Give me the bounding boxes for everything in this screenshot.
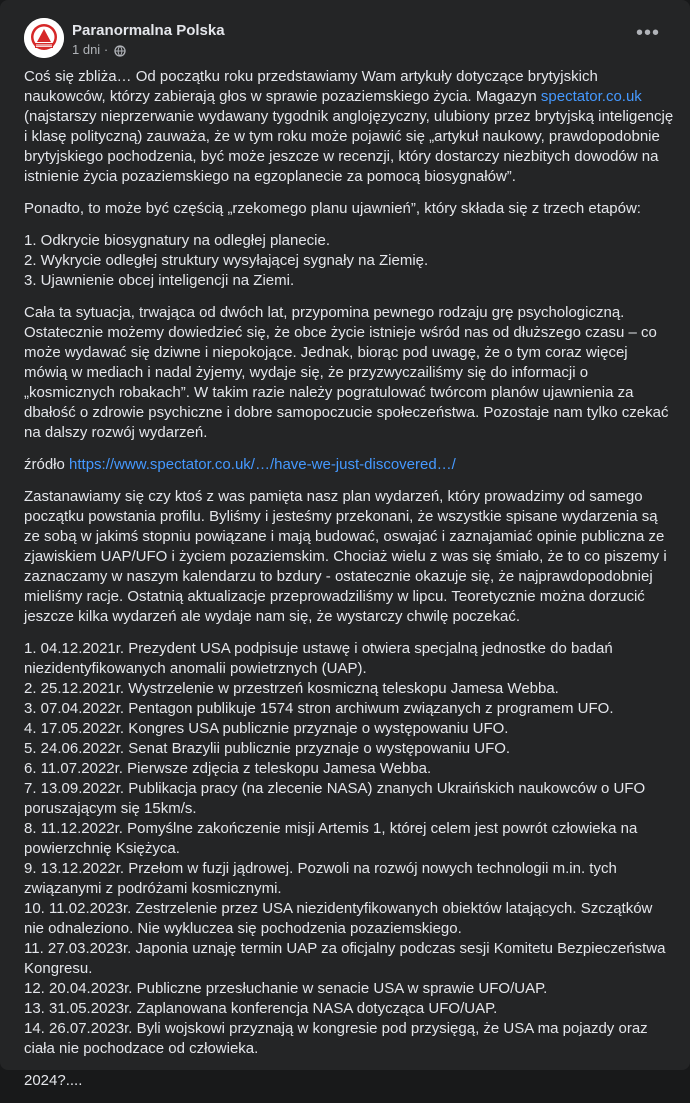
list-item: 4. 17.05.2022r. Kongres USA publicznie przyznaje o występowaniu UFO. <box>24 720 509 737</box>
logo-avatar <box>24 18 64 58</box>
post-body <box>24 67 674 1103</box>
source-link[interactable]: https://www.spectator.co.uk/…/have-we-just-discovered…/ <box>69 456 456 473</box>
list-item: 1. Odkrycie biosygnatury na odległej planecie. <box>24 232 331 249</box>
events-list <box>24 639 674 1059</box>
list-item: 2. Wykrycie odległej struktury wysyłającej sygnały na Ziemię. <box>24 252 429 269</box>
list-item: 11. 27.03.2023r. Japonia uznaję termin UAP za oficjalny podczas sesji Komitetu Bezpieczeństwa Kongresu. <box>24 940 666 977</box>
plan-paragraph: Ponadto, to może być częścią „rzekomego planu ujawnień”, który składa się z trzech etapów: <box>24 200 641 217</box>
intro-text-continued: (najstarszy nieprzerwanie wydawany tygodnik anglojęzyczny, ulubiony przez brytyjską inteligencję i klasę polityczną) zauważa, że w tym roku może pojawić się „artykuł naukowy, prawdopodobnie brytyjskiego pochodzenia, być może jeszcze w recenzji, który dostarczy niezbitych dowodów na istnienie życia pozaziemskiego na egzoplanecie za pomocą biosygnałów”. <box>24 108 674 185</box>
intro-paragraph <box>24 67 674 187</box>
stages-list <box>24 231 674 291</box>
list-item: 7. 13.09.2022r. Publikacja pracy (na zlecenie NASA) znanych Ukraińskich naukowców o UFO poruszającym się 15km/s. <box>24 780 646 817</box>
spectator-link[interactable]: spectator.co.uk <box>540 88 642 105</box>
list-item: 3. Ujawnienie obcej inteligencji na Ziemi. <box>24 272 295 289</box>
list-item: 2. 25.12.2021r. Wystrzelenie w przestrzeń kosmiczną teleskopu Jamesa Webba. <box>24 680 559 697</box>
list-item: 3. 07.04.2022r. Pentagon publikuje 1574 stron archiwum związanych z programem UFO. <box>24 700 614 717</box>
post-timestamp[interactable]: 1 dni <box>72 42 101 57</box>
list-item: 5. 24.06.2022r. Senat Brazylii publicznie przyznaje o występowaniu UFO. <box>24 740 511 757</box>
source-line <box>24 455 674 475</box>
situation-paragraph: Cała ta sytuacja, trwająca od dwóch lat, przypomina pewnego rodzaju grę psychologiczną. Ostatecznie możemy dowiedzieć się, że obce życie istnieje wśród nas od dłuższego czasu – co może wydawać się dziwne i niepokojące. Jednak, biorąc pod uwagę, że o tym coraz więcej mówią w mediach i nadal żyjemy, wydaje się, że przyzwyczailiśmy się do informacji o „kosmicznych robakach”. W takim razie należy pogratulować twórcom planów ujawnienia za dbałość o zdrowie psychiczne i dobre samopoczucie społeczeństwa. Pozostaje nam tylko czekać na dalszy rozwój wydarzeń. <box>24 304 669 441</box>
page-name[interactable]: Paranormalna Polska <box>72 22 225 39</box>
list-item: 10. 11.02.2023r. Zestrzelenie przez USA niezidentyfikowanych obiektów latających. Szczątków nie odnaleziono. Nie wykluczea się pochodzenia pozaziemskiego. <box>24 900 653 937</box>
globe-icon <box>114 45 126 57</box>
page-avatar[interactable] <box>24 18 64 58</box>
timeline-paragraph: Zastanawiamy się czy ktoś z was pamięta nasz plan wydarzeń, który prowadzimy od samego początku powstania profilu. Byliśmy i jesteśmy przekonani, że wszystkie spisane wydarzenia są ze sobą w jakimś stopniu powiązane i mają budować, oswajać i zaznajamiać opinie publiczna ze zjawiskiem UAP/UFO i życiem pozaziemskim. Chociaż wielu z was się śmiało, że to co piszemy i zaznaczamy w naszym kalendarzu to bzdury - ostatecznie okazuje się, że najprawdopodobniej mieliśmy racje. Ostatnią aktualizacje przeprowadziliśmy w lipcu. Teoretycznie można dorzucić jeszcze kilka wydarzeń ale wydaje nam się, że wystarczy chwilę poczekać. <box>24 488 667 625</box>
closing-text: 2024?.... <box>24 1072 83 1089</box>
list-item: 14. 26.07.2023r. Byli wojskowi przyznają w kongresie pod przysięgą, że USA ma pojazdy oraz ciała nie pochodzace od człowieka. <box>24 1020 648 1057</box>
list-item: 6. 11.07.2022r. Pierwsze zdjęcia z teleskopu Jamesa Webba. <box>24 760 432 777</box>
list-item: 13. 31.05.2023r. Zaplanowana konferencja NASA dotycząca UFO/UAP. <box>24 1000 498 1017</box>
list-item: 9. 13.12.2022r. Przełom w fuzji jądrowej. Pozwoli na rozwój nowych technologii m.in. tych związanymi z podróżami kosmicznymi. <box>24 860 617 897</box>
source-label: źródło <box>24 456 70 473</box>
list-item: 8. 11.12.2022r. Pomyślne zakończenie misji Artemis 1, której celem jest powrót człowieka na powierzchnię Księżyca. <box>24 820 638 857</box>
intro-text: Coś się zbliża… Od początku roku przedstawiamy Wam artykuły dotyczące brytyjskich naukowców, którzy zabierają głos w sprawie pozaziemskiego życia. Magazyn <box>24 68 598 105</box>
post-meta <box>72 42 126 57</box>
post-header <box>24 16 674 60</box>
meta-separator: · <box>103 42 109 57</box>
list-item: 1. 04.12.2021r. Prezydent USA podpisuje ustawę i otwiera specjalną jednostke do badań niezidentyfikowanych anomalii powietrznych (UAP). <box>24 640 613 677</box>
more-options-icon[interactable]: ••• <box>635 22 660 44</box>
list-item: 12. 20.04.2023r. Publiczne przesłuchanie w senacie USA w sprawie UFO/UAP. <box>24 980 548 997</box>
